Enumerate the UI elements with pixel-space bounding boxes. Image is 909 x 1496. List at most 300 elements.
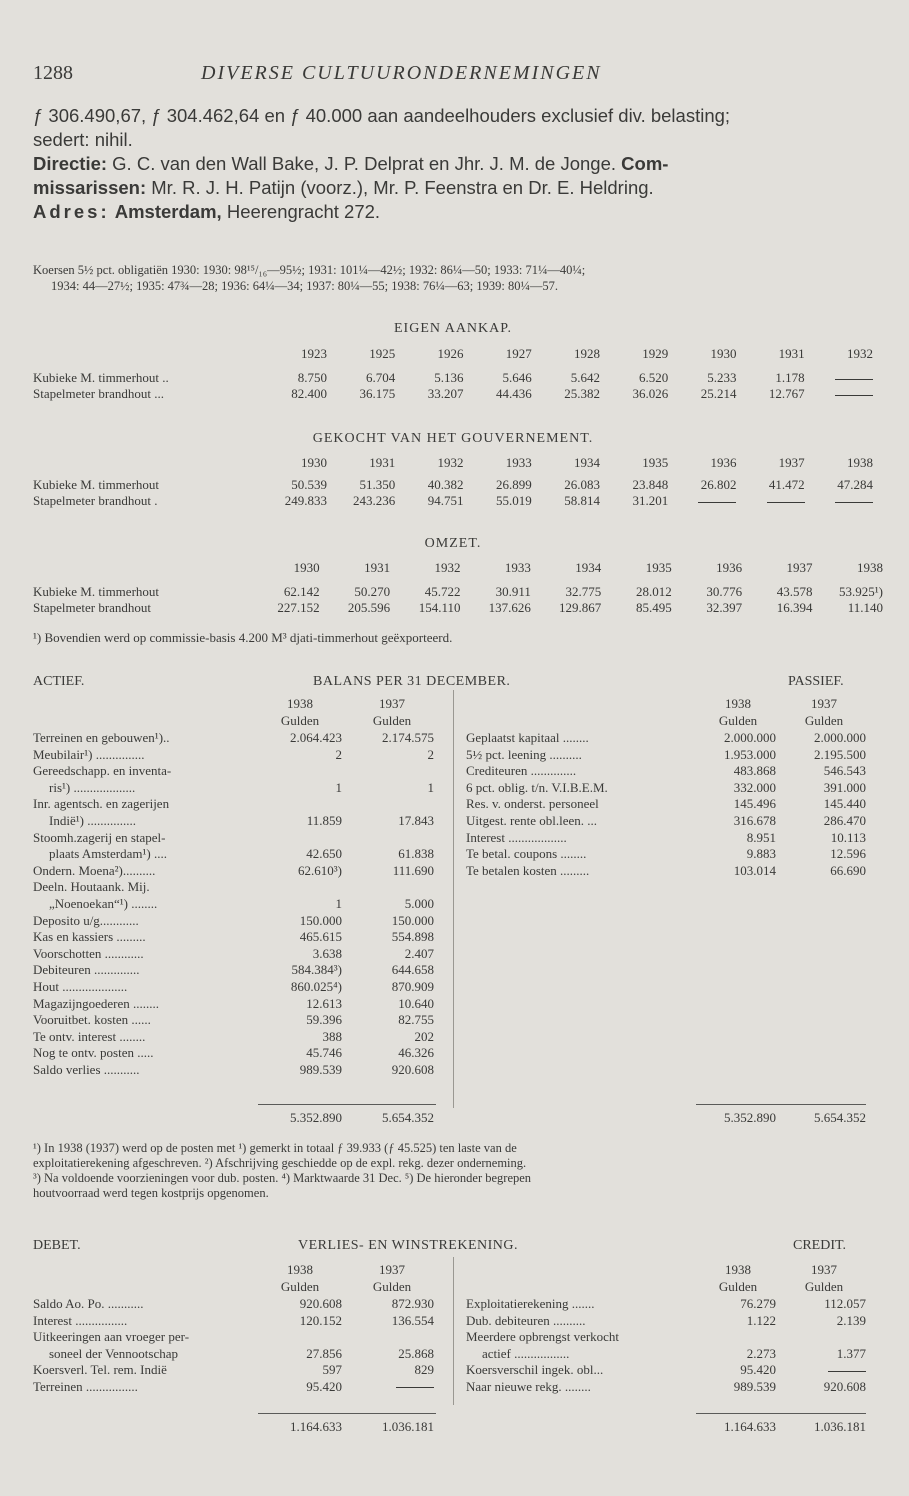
value-cell: 25.214 — [700, 386, 737, 401]
value-1937: 1 — [427, 779, 434, 795]
row-label: ris¹) ................... — [49, 779, 136, 795]
year-cell: 1931 — [778, 346, 805, 361]
value-1938: 1.122 — [746, 1312, 776, 1328]
year-cell: 1937 — [778, 455, 805, 470]
year-cell: 1931 — [369, 455, 396, 470]
year-cell: 1930 — [710, 346, 737, 361]
year-cell: 1935 — [645, 560, 672, 575]
table-row — [466, 846, 871, 863]
value-cell: 45.722 — [424, 584, 461, 599]
table-row — [33, 813, 445, 830]
row-label: Deeln. Houtaank. Mij. — [33, 879, 150, 895]
table-row — [33, 730, 445, 747]
value-1938: 8.951 — [746, 829, 776, 845]
table-row — [33, 1313, 445, 1330]
value-cell: 30.776 — [706, 584, 743, 599]
value-1938: 316.678 — [733, 812, 776, 828]
year-cell: 1932 — [437, 455, 464, 470]
table-row — [33, 979, 445, 996]
table-row — [466, 1346, 871, 1363]
table-row — [33, 1296, 445, 1313]
value-cell — [805, 493, 873, 509]
value-cell: 62.142 — [283, 584, 320, 599]
value-1937: 872.930 — [391, 1296, 434, 1311]
row-label: Kubieke M. timmerhout .. — [33, 370, 169, 385]
intro-line-2: sedert: nihil. — [33, 129, 133, 150]
value-cell: 6.520 — [638, 370, 669, 385]
table-row — [466, 747, 871, 764]
gekocht-title: GEKOCHT VAN HET GOUVERNEMENT. — [312, 431, 594, 446]
year-cell: 1938 — [847, 455, 873, 470]
value-1937: 554.898 — [391, 929, 434, 945]
gekocht-years-row — [33, 455, 873, 471]
table-row — [33, 863, 445, 880]
value-cell: 26.899 — [495, 477, 532, 492]
value-1938: 12.613 — [306, 995, 342, 1011]
year-cell: 1923 — [301, 346, 328, 361]
row-label: „Noenoekan“¹) ........ — [49, 895, 158, 911]
value-1937: 920.608 — [391, 1061, 434, 1077]
row-label: Uitgest. rente obl.leen. ... — [466, 812, 598, 828]
value-cell: 227.152 — [277, 600, 320, 615]
value-cell: 36.175 — [359, 386, 396, 401]
value-1937: 25.868 — [398, 1345, 434, 1361]
actief-total-1937: 5.654.352 — [382, 1110, 434, 1125]
commissarissen-text: Mr. R. J. H. Patijn (voorz.), Mr. P. Feenstra en Dr. E. Heldring. — [146, 177, 654, 198]
value-cell: 28.012 — [635, 584, 672, 599]
koersen-line-2: 1934: 44—27½; 1935: 47¾—28; 1936: 64¼—34; 1937: 80¼—55; 1938: 76¼—63; 1939: 80¼—57. — [51, 279, 558, 293]
vw-title: VERLIES- EN WINSTREKENING. — [298, 1238, 518, 1253]
year-cell: 1933 — [504, 560, 531, 575]
value-cell — [805, 370, 873, 386]
vw-credit-unit-1937: Gulden — [804, 1279, 844, 1294]
value-1937: 5.000 — [404, 895, 434, 911]
value-1938: 989.539 — [299, 1061, 342, 1077]
omzet-table — [33, 560, 883, 616]
value-cell: 11.140 — [847, 600, 883, 615]
value-1938: 9.883 — [746, 846, 776, 862]
value-1938: 59.396 — [306, 1012, 342, 1028]
value-1937: 82.755 — [398, 1012, 434, 1028]
value-cell: 23.848 — [632, 477, 669, 492]
table-row — [33, 1379, 445, 1396]
table-row — [466, 763, 871, 780]
balans-footnotes — [33, 1141, 873, 1201]
eigen-aankap-title: EIGEN AANKAP. — [394, 321, 512, 336]
row-label: Terreinen ................ — [33, 1378, 138, 1394]
value-1938: 150.000 — [299, 912, 342, 928]
value-cell: 33.207 — [427, 386, 464, 401]
row-label: Nog te ontv. posten ..... — [33, 1045, 154, 1061]
value-1937: 136.554 — [391, 1312, 434, 1328]
omzet-years-row — [33, 560, 883, 576]
balans-title: BALANS PER 31 DECEMBER. — [313, 674, 511, 689]
table-row — [33, 1362, 445, 1379]
adres-city: Amsterdam, — [114, 201, 222, 222]
row-label: Meubilair¹) ............... — [33, 746, 145, 762]
koersen-line-1: Koersen 5½ pct. obligatiën 1930: 1930: 98¹⁵/₁₆—95½; 1931: 101¼—42½; 1932: 86¼—50; 1933: 71¼—40¼; — [33, 263, 586, 277]
row-label: Koersverschil ingek. obl... — [466, 1362, 604, 1378]
balans-passief-col-1938: 1938 — [725, 696, 751, 711]
intro-line-1: ƒ 306.490,67, ƒ 304.462,64 en ƒ 40.000 aan aandeelhouders exclusief div. belasting; — [33, 105, 731, 126]
actief-list — [33, 730, 445, 1078]
value-1938: 27.856 — [306, 1345, 342, 1361]
table-row — [33, 370, 873, 386]
row-label: Indië¹) ............... — [49, 812, 136, 828]
year-cell: 1931 — [364, 560, 391, 575]
vw-credit-col-1937: 1937 — [811, 1262, 837, 1277]
value-1937: 2.174.575 — [382, 730, 434, 745]
row-label: Interest .................. — [466, 829, 567, 845]
value-cell: 82.400 — [291, 386, 328, 401]
row-label: Koersverl. Tel. rem. Indië — [33, 1362, 167, 1378]
row-label: Voorschotten ............ — [33, 945, 144, 961]
vw-right-heading: CREDIT. — [793, 1238, 847, 1253]
table-row — [33, 946, 445, 963]
value-1937: 546.543 — [823, 763, 866, 779]
balans-left-heading: ACTIEF. — [33, 674, 85, 689]
table-row — [466, 1379, 871, 1396]
adres-label: Adres: — [33, 201, 110, 222]
value-1938: 332.000 — [733, 779, 776, 795]
table-row — [33, 584, 883, 600]
value-cell: 16.394 — [776, 600, 813, 615]
value-1938: 2.064.423 — [290, 730, 342, 745]
table-row — [33, 1346, 445, 1363]
dash-mark — [698, 502, 736, 503]
value-1937: 829 — [414, 1362, 434, 1378]
value-cell: 31.201 — [632, 493, 669, 508]
row-label: Inr. agentsch. en zagerijen — [33, 796, 170, 812]
vw-debet-unit-1937: Gulden — [372, 1279, 412, 1294]
value-cell: 154.110 — [418, 600, 461, 615]
row-label: Exploitatierekening ....... — [466, 1296, 595, 1311]
value-1938: 2 — [335, 746, 342, 762]
year-cell: 1936 — [710, 455, 737, 470]
value-cell: 47.284 — [837, 477, 873, 492]
dash-mark — [396, 1387, 434, 1388]
value-cell: 58.814 — [564, 493, 600, 508]
table-row — [466, 1329, 871, 1346]
row-label: Hout .................... — [33, 978, 128, 994]
page-number: 1288 — [33, 62, 73, 84]
value-1938: 2.273 — [746, 1345, 776, 1361]
credit-list — [466, 1296, 871, 1396]
row-label: Magazijngoederen ........ — [33, 995, 159, 1011]
adres-line — [33, 200, 873, 224]
value-1938: 1 — [335, 779, 342, 795]
vw-debet-col-1937: 1937 — [379, 1262, 405, 1277]
debet-total-rule — [258, 1413, 436, 1414]
value-1938: 11.859 — [306, 812, 342, 828]
value-cell — [805, 386, 873, 402]
value-cell: 32.397 — [706, 600, 743, 615]
value-1938: 95.420 — [306, 1378, 342, 1394]
debet-total-1938: 1.164.633 — [290, 1419, 342, 1434]
vw-divider — [453, 1257, 454, 1405]
table-row — [33, 493, 873, 509]
row-label: Debiteuren .............. — [33, 962, 140, 978]
value-1938: 76.279 — [740, 1296, 776, 1311]
passief-total-rule — [696, 1104, 866, 1105]
row-label: Interest ................ — [33, 1312, 128, 1328]
value-1937: 112.057 — [824, 1296, 866, 1311]
table-row — [33, 386, 873, 402]
row-label: Saldo Ao. Po. ........... — [33, 1296, 144, 1311]
value-1938: 1.953.000 — [724, 746, 776, 762]
vw-credit-col-1938: 1938 — [725, 1262, 751, 1277]
dash-mark — [767, 502, 805, 503]
balans-footnote-line: ¹) In 1938 (1937) werd op de posten met ¹) gemerkt in totaal ƒ 39.933 (ƒ 45.525) ten laste van de — [33, 1141, 517, 1155]
table-row — [466, 813, 871, 830]
dash-mark — [835, 395, 873, 396]
value-cell: 243.236 — [353, 493, 396, 508]
balans-footnote-line: houtvoorraad werd tegen kostprijs opgenomen. — [33, 1186, 269, 1200]
value-cell: 40.382 — [427, 477, 464, 492]
table-row — [33, 780, 445, 797]
value-cell: 44.436 — [495, 386, 532, 401]
year-cell: 1932 — [434, 560, 461, 575]
year-cell: 1927 — [505, 346, 532, 361]
value-cell: 41.472 — [768, 477, 805, 492]
value-cell: 43.578 — [776, 584, 813, 599]
balans-actief-unit-1938: Gulden — [280, 713, 320, 728]
koersen-block — [33, 262, 585, 294]
value-1937: 2.000.000 — [814, 730, 866, 745]
balans-actief-col-1938: 1938 — [287, 696, 313, 711]
table-row — [33, 1029, 445, 1046]
value-cell: 137.626 — [488, 600, 531, 615]
value-1938: 45.746 — [306, 1045, 342, 1061]
value-1938: 103.014 — [733, 862, 776, 878]
value-1937: 2.195.500 — [814, 746, 866, 762]
value-1937: 12.596 — [830, 846, 866, 862]
year-cell: 1935 — [642, 455, 669, 470]
row-label: Meerdere opbrengst verkocht — [466, 1329, 620, 1345]
passief-total-1937: 5.654.352 — [814, 1110, 866, 1125]
dash-mark — [828, 1371, 866, 1372]
value-cell: 36.026 — [632, 386, 669, 401]
value-1937: 2.407 — [404, 945, 434, 961]
value-cell: 249.833 — [284, 493, 328, 508]
row-label: Kas en kassiers ......... — [33, 929, 146, 945]
row-label: Naar nieuwe rekg. ........ — [466, 1378, 591, 1394]
year-cell: 1929 — [642, 346, 669, 361]
value-1938: 388 — [322, 1028, 342, 1044]
value-1938: 860.025⁴) — [290, 978, 342, 994]
passief-list — [466, 730, 871, 879]
row-label: Ondern. Moena²).......... — [33, 862, 156, 878]
value-1938: 483.868 — [733, 763, 776, 779]
directie-label: Directie: — [33, 153, 108, 174]
year-cell: 1932 — [847, 346, 873, 361]
directie-line — [33, 152, 873, 176]
balans-divider — [453, 690, 454, 1108]
running-title: DIVERSE CULTUURONDERNEMINGEN — [201, 62, 602, 84]
dash-mark — [835, 379, 873, 380]
row-label: 6 pct. oblig. t/n. V.I.B.E.M. — [466, 779, 608, 795]
value-cell: 5.642 — [570, 370, 600, 385]
value-cell: 205.596 — [347, 600, 391, 615]
value-cell: 12.767 — [768, 386, 805, 401]
table-row — [33, 1012, 445, 1029]
table-row — [33, 1045, 445, 1062]
value-cell: 5.646 — [502, 370, 532, 385]
value-cell: 53.925¹) — [839, 584, 883, 599]
value-cell: 1.178 — [775, 370, 805, 385]
row-label: Saldo verlies ........... — [33, 1061, 140, 1077]
omzet-footnote: ¹) Bovendien werd op commissie-basis 4.200 M³ djati-timmerhout geëxporteerd. — [33, 630, 453, 645]
value-1937: 66.690 — [830, 862, 866, 878]
value-1937 — [350, 1379, 434, 1395]
value-cell: 8.750 — [297, 370, 328, 385]
table-row — [33, 1062, 445, 1079]
table-row — [33, 1329, 445, 1346]
row-label: Uitkeeringen aan vroeger per- — [33, 1329, 190, 1345]
year-cell: 1936 — [716, 560, 743, 575]
table-row — [466, 1313, 871, 1330]
value-1937: 1.377 — [836, 1345, 866, 1361]
value-cell: 50.270 — [354, 584, 391, 599]
value-1937: 10.113 — [830, 829, 866, 845]
passief-total-1938: 5.352.890 — [724, 1110, 776, 1125]
value-cell: 25.382 — [564, 386, 600, 401]
value-1937: 391.000 — [823, 779, 866, 795]
value-cell: 30.911 — [495, 584, 531, 599]
row-label: Geplaatst kapitaal ........ — [466, 730, 589, 745]
row-label: Kubieke M. timmerhout — [33, 584, 160, 599]
table-row — [466, 830, 871, 847]
row-label: Te ontv. interest ........ — [33, 1028, 146, 1044]
value-1937: 10.640 — [398, 995, 434, 1011]
value-cell: 129.867 — [559, 600, 602, 615]
row-label: Stapelmeter brandhout ... — [33, 386, 165, 401]
value-cell — [668, 493, 736, 509]
eigen-aankap-table — [33, 346, 873, 402]
year-cell: 1934 — [573, 455, 600, 470]
table-row — [33, 763, 445, 780]
table-row — [33, 896, 445, 913]
value-cell: 32.775 — [565, 584, 602, 599]
value-cell: 5.136 — [434, 370, 464, 385]
table-row — [466, 730, 871, 747]
commissarissen-line — [33, 176, 873, 200]
value-1937: 920.608 — [823, 1378, 866, 1394]
row-label: Te betalen kosten ......... — [466, 862, 590, 878]
value-cell: 51.350 — [359, 477, 396, 492]
value-cell: 85.495 — [635, 600, 672, 615]
year-cell: 1926 — [437, 346, 464, 361]
value-1938: 2.000.000 — [724, 730, 776, 745]
value-1937: 202 — [414, 1028, 434, 1044]
value-1938: 465.615 — [299, 929, 342, 945]
debet-list — [33, 1296, 445, 1396]
value-1938: 597 — [322, 1362, 342, 1378]
value-1938: 120.152 — [299, 1312, 342, 1328]
vw-debet-col-1938: 1938 — [287, 1262, 313, 1277]
balans-actief-col-1937: 1937 — [379, 696, 405, 711]
table-row — [33, 830, 445, 847]
value-1938: 95.420 — [740, 1362, 776, 1378]
table-row — [466, 1296, 871, 1313]
balans-passief-col-1937: 1937 — [811, 696, 837, 711]
row-label: Terreinen en gebouwen¹).. — [33, 730, 170, 745]
table-row — [33, 846, 445, 863]
dash-mark — [835, 502, 873, 503]
row-label: soneel der Vennootschap — [49, 1345, 179, 1361]
row-label: Deposito u/g............ — [33, 912, 139, 928]
row-label: actief ................. — [482, 1345, 570, 1361]
balans-passief-unit-1938: Gulden — [718, 713, 758, 728]
value-1938: 584.384³) — [291, 962, 342, 978]
value-1937: 46.326 — [398, 1045, 434, 1061]
year-cell: 1930 — [293, 560, 320, 575]
value-1938: 920.608 — [299, 1296, 342, 1311]
year-cell: 1928 — [573, 346, 600, 361]
value-cell: 5.233 — [707, 370, 737, 385]
year-cell: 1937 — [786, 560, 813, 575]
year-cell: 1938 — [857, 560, 883, 575]
value-cell: 50.539 — [291, 477, 328, 492]
balans-footnote-line: exploitatierekening afgeschreven. ²) Afschrijving geschiedde op de expl. rekg. dezer onderneming. — [33, 1156, 527, 1170]
actief-total-1938: 5.352.890 — [290, 1110, 342, 1125]
value-1938: 989.539 — [733, 1378, 776, 1394]
row-label: Stoomh.zagerij en stapel- — [33, 829, 166, 845]
actief-total-rule — [258, 1104, 436, 1105]
table-row — [33, 600, 883, 616]
year-cell: 1933 — [505, 455, 532, 470]
value-cell: 94.751 — [427, 493, 464, 508]
table-row — [33, 929, 445, 946]
credit-total-1938: 1.164.633 — [724, 1419, 776, 1434]
table-row — [33, 477, 873, 493]
intro-paragraph — [33, 104, 873, 224]
value-cell: 26.802 — [700, 477, 737, 492]
balans-actief-unit-1937: Gulden — [372, 713, 412, 728]
table-row — [33, 796, 445, 813]
table-row — [466, 863, 871, 880]
row-label: Stapelmeter brandhout . — [33, 493, 158, 508]
eigen-aankap-years-row — [33, 346, 873, 362]
value-1938: 42.650 — [306, 846, 342, 862]
row-label: Res. v. onderst. personeel — [466, 796, 599, 812]
value-1937 — [780, 1362, 866, 1378]
row-label: Kubieke M. timmerhout — [33, 477, 160, 492]
value-1937: 286.470 — [823, 812, 866, 828]
value-1937: 2.139 — [836, 1312, 866, 1328]
table-row — [466, 780, 871, 797]
value-1937: 17.843 — [398, 812, 434, 828]
row-label: Stapelmeter brandhout — [33, 600, 152, 615]
row-label: Gereedschapp. en inventa- — [33, 763, 172, 779]
year-cell: 1930 — [301, 455, 328, 470]
value-1937: 111.690 — [392, 862, 434, 878]
vw-debet-unit-1938: Gulden — [280, 1279, 320, 1294]
table-row — [33, 879, 445, 896]
balans-footnote-line: ³) Na voldoende voorzieningen voor dub. posten. ⁴) Marktwaarde 31 Dec. ⁵) De hieronder begrepen — [33, 1171, 532, 1185]
year-cell: 1925 — [369, 346, 396, 361]
value-1937: 644.658 — [391, 962, 434, 978]
value-cell: 55.019 — [495, 493, 532, 508]
gekocht-table — [33, 455, 873, 509]
value-1937: 145.440 — [823, 796, 866, 812]
value-cell: 6.704 — [366, 370, 396, 385]
row-label: plaats Amsterdam¹) .... — [49, 846, 167, 862]
debet-total-1937: 1.036.181 — [382, 1419, 434, 1434]
value-1937: 150.000 — [391, 912, 434, 928]
balans-right-heading: PASSIEF. — [788, 674, 844, 689]
omzet-title: OMZET. — [424, 536, 482, 551]
